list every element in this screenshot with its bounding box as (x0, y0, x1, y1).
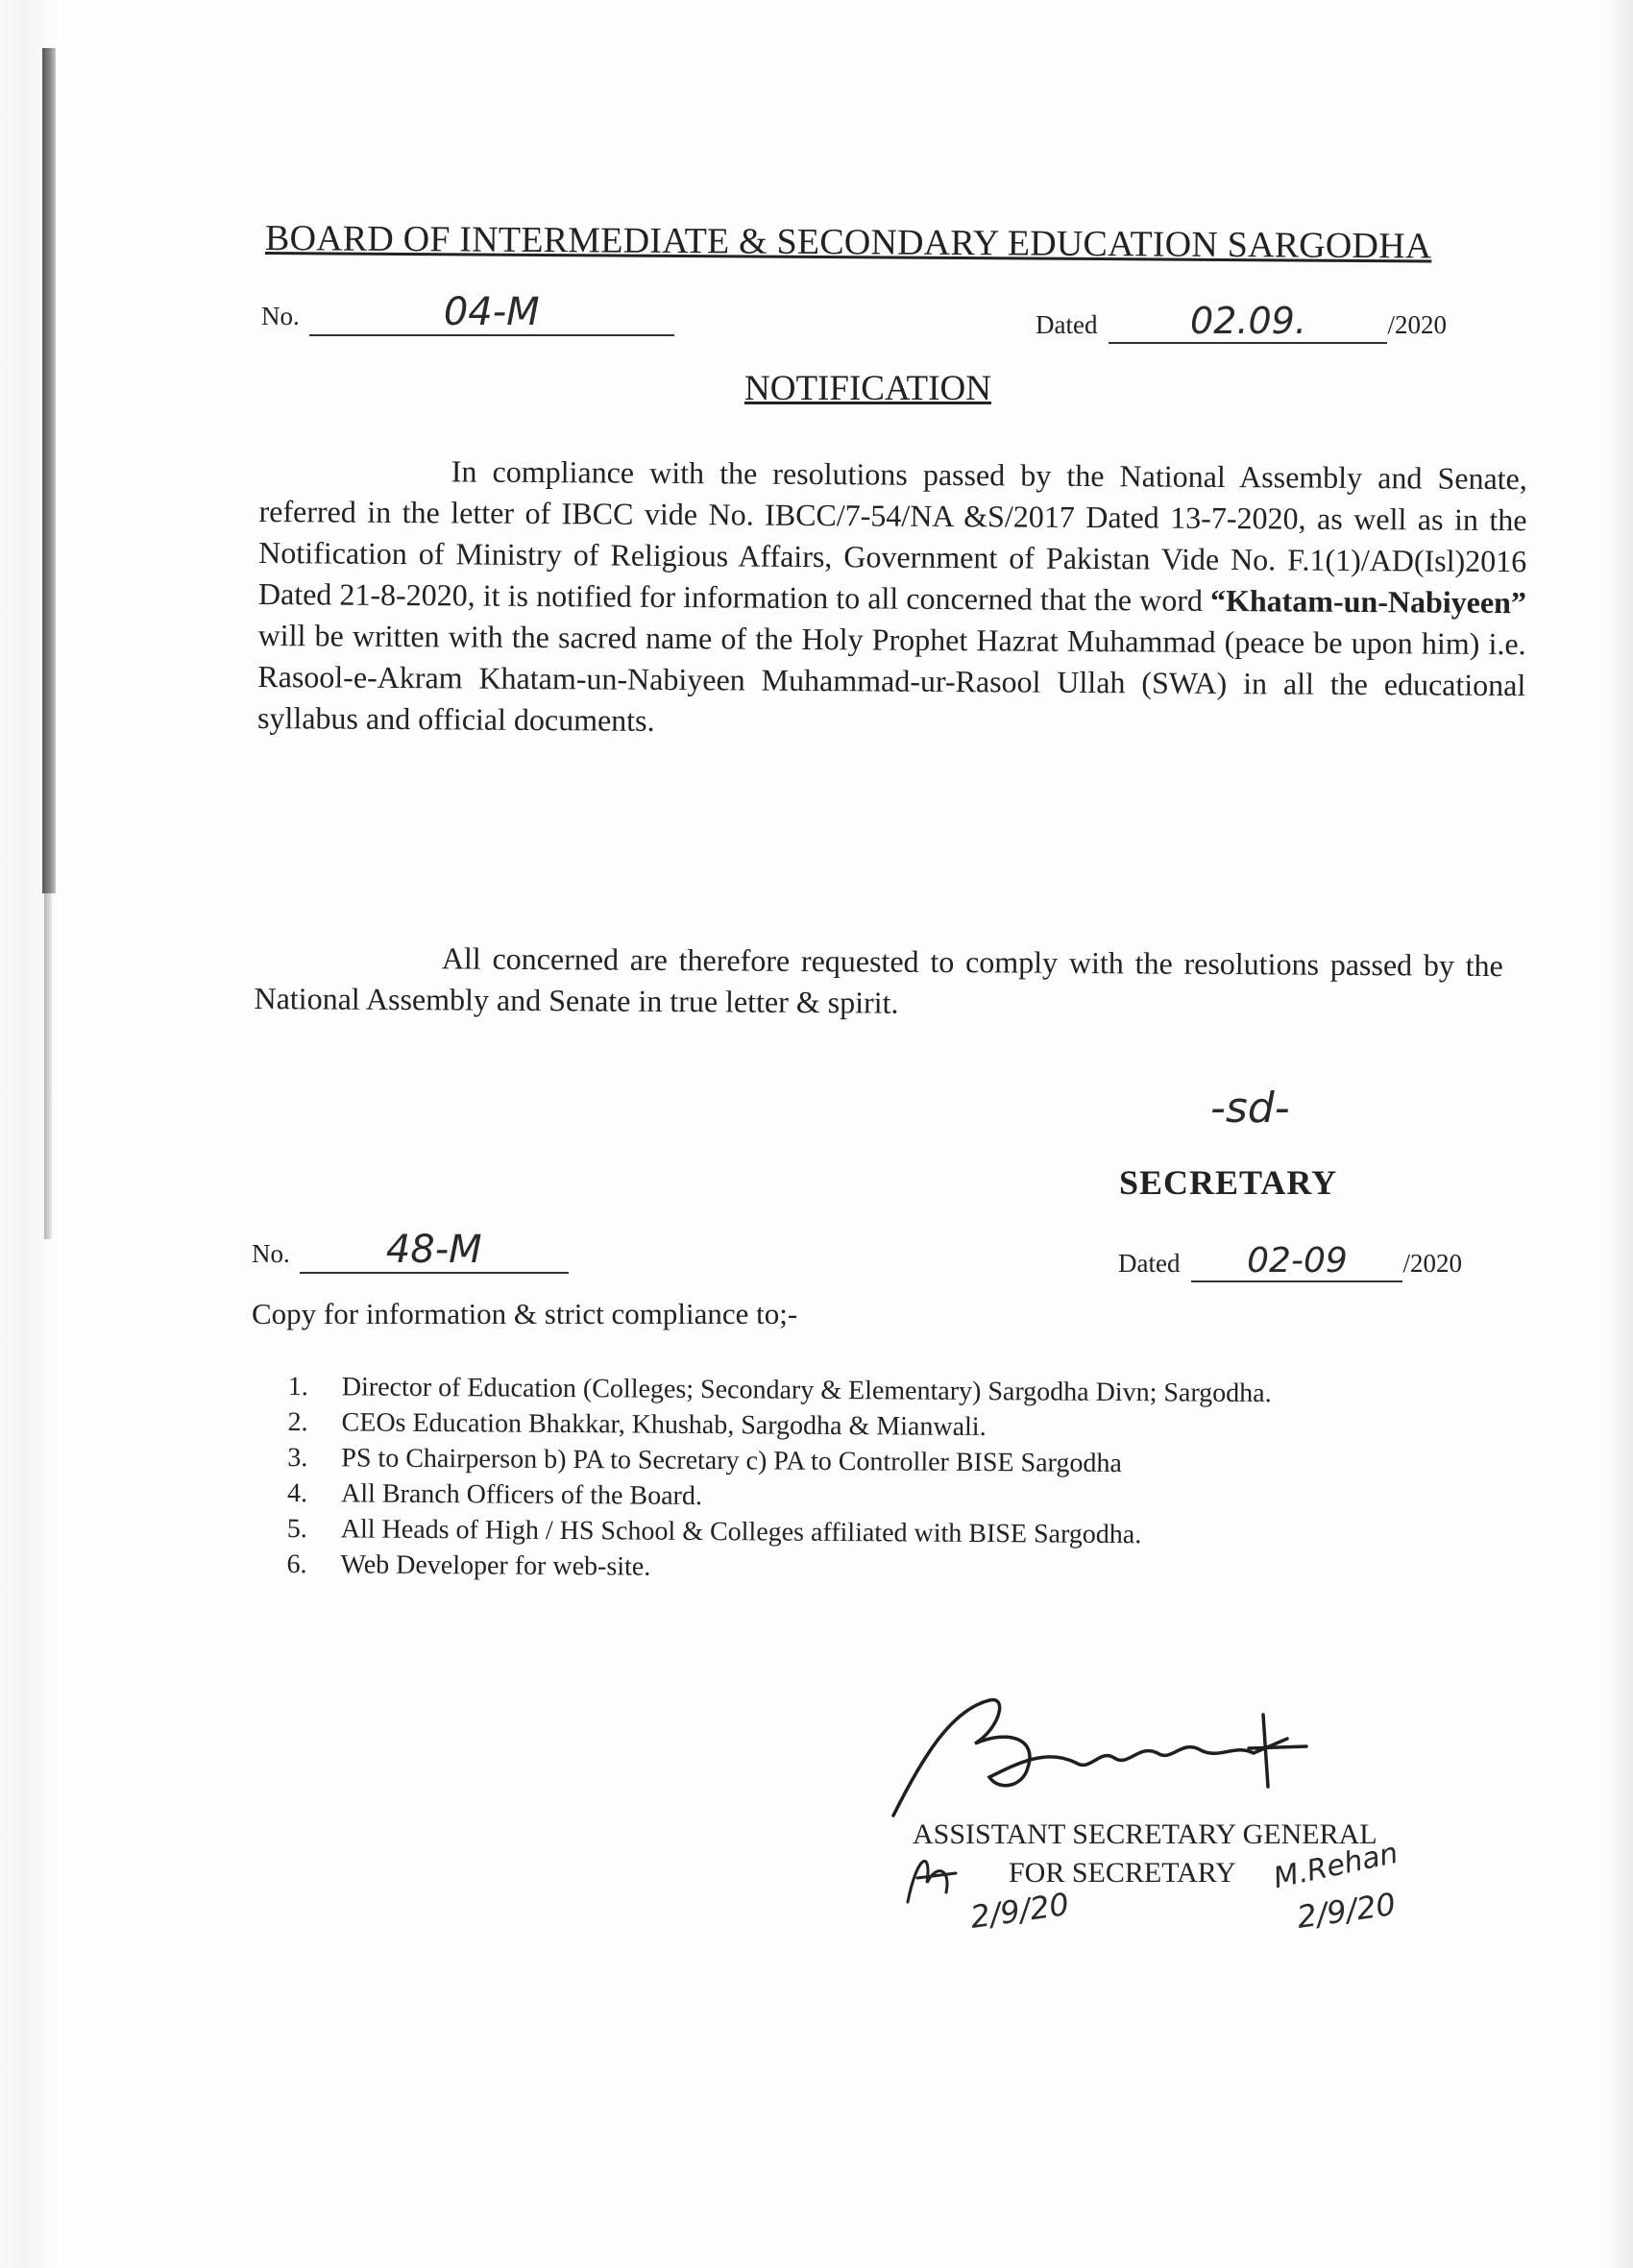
list-item: 2. CEOs Education Bhakkar, Khushab, Sargodha & Mianwali. (287, 1406, 987, 1443)
right-initials-date: 2/9/20 (1294, 1886, 1399, 1936)
dated-year-suffix: /2020 (1387, 310, 1447, 339)
dated-value: 02.09. (1109, 300, 1387, 344)
handwritten-signature (884, 1671, 1326, 1825)
endorsement-number-label: No. (252, 1239, 290, 1268)
notification-paragraph-2 (254, 937, 1503, 1028)
scan-binding-shadow (42, 48, 56, 893)
list-item: 1. Director of Education (Colleges; Secondary & Elementary) Sargodha Divn; Sargodha. (287, 1371, 1272, 1409)
secretary-signatory: SECRETARY (1119, 1163, 1338, 1202)
board-heading: BOARD OF INTERMEDIATE & SECONDARY EDUCATION SARGODHA (264, 218, 1432, 267)
endorsement-date-row (1118, 1241, 1462, 1282)
endorsement-number-value: 48-M (300, 1228, 569, 1274)
paragraph-1-text-b: will be written with the sacred name of the Holy Prophet Hazrat Muhammad (peace be upon him) i.e. Rasool-e-Akram Khatam-un-Nabiyeen Muhammad-ur-Rasool Ullah (SWA) in all the educational syllabus and official documents. (256, 617, 1526, 738)
list-item: 3. PS to Chairperson b) PA to Secretary c) PA to Controller BISE Sargodha (287, 1442, 1122, 1479)
header-number-row (261, 290, 674, 336)
scan-right-edge (1604, 0, 1633, 2268)
list-item: 6. Web Developer for web-site. (286, 1549, 651, 1582)
paragraph-1-text-a: In compliance with the resolutions passed by the National Assembly and Senate, referred in the letter of IBCC vide No. IBCC/7-54/NA &S/2017 Dated 13-7-2020, as well as in the Notification of Ministry of Religious Affairs, Government of Pakistan Vide No. F.1(1)/AD(Isl)2016 Dated 21-8-2020, it is notified for information to all concerned that the word (257, 453, 1527, 618)
endorsement-dated-value: 02-09 (1191, 1241, 1402, 1282)
number-value: 04-M (309, 290, 674, 336)
endorsement-number-row (252, 1228, 569, 1274)
dated-label: Dated (1036, 310, 1098, 339)
right-initials-name: M.Rehan (1270, 1836, 1401, 1896)
list-item: 5. All Heads of High / HS School & Colleges affiliated with BISE Sargodha. (286, 1513, 1142, 1550)
paragraph-2-text: All concerned are therefore requested to comply with the resolutions passed by the National Assembly and Senate in true letter & spirit. (254, 940, 1503, 1020)
endorsement-dated-year-suffix: /2020 (1402, 1249, 1462, 1278)
list-item: 4. All Branch Officers of the Board. (286, 1477, 703, 1512)
copy-instruction: Copy for information & strict compliance to;- (252, 1297, 798, 1330)
paragraph-1-bold-term: “Khatam-un-Nabiyeen” (1209, 582, 1527, 621)
distribution-list (286, 1369, 1271, 1589)
scan-binding-shadow-lower (44, 893, 52, 1239)
signature-designation-line-1: ASSISTANT SECRETARY GENERAL (913, 1818, 1377, 1850)
endorsement-dated-label: Dated (1118, 1249, 1181, 1278)
notification-title: NOTIFICATION (744, 369, 991, 408)
left-initials-date: 2/9/20 (967, 1886, 1072, 1936)
number-label: No. (261, 302, 300, 330)
sd-mark: -sd- (1210, 1084, 1290, 1133)
header-date-row (1036, 300, 1447, 344)
left-initials-mark (898, 1844, 965, 1912)
signature-designation-line-2: FOR SECRETARY (1009, 1857, 1236, 1889)
notification-paragraph-1 (257, 450, 1527, 747)
